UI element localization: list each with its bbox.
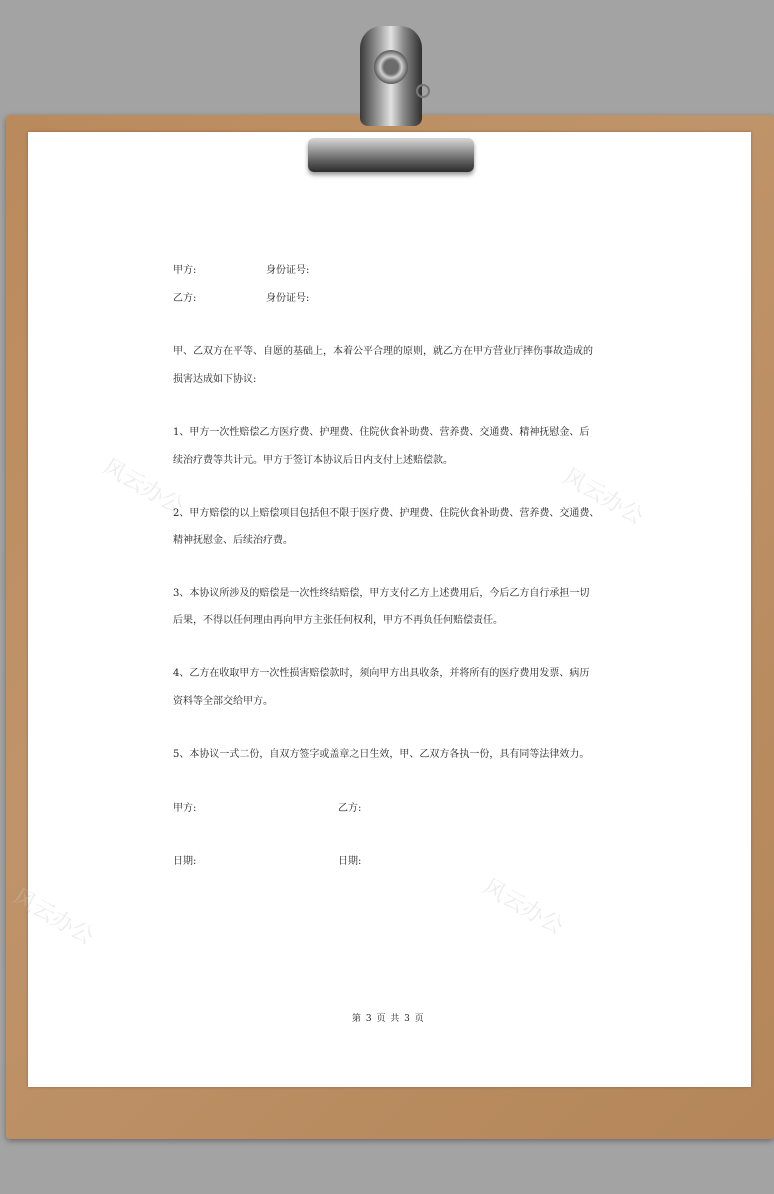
clause-3-line: 后果，不得以任何理由再向甲方主张任何权利，甲方不再负任何赔偿责任。 [173,615,503,626]
id-label-a: 身份证号: [266,265,310,276]
signature-b-label: 乙方: [338,803,362,814]
clause-3-line: 3、本协议所涉及的赔偿是一次性终结赔偿，甲方支付乙方上述费用后，今后乙方自行承担一切 [173,588,590,599]
clause-2-line: 精神抚慰金、后续治疗费。 [173,535,293,546]
clause-5-line: 5、本协议一式二份，自双方签字或盖章之日生效，甲、乙双方各执一份，具有同等法律效力。 [173,749,590,760]
signature-a-label: 甲方: [173,803,197,814]
document-page [28,132,751,1087]
clip-base [308,138,474,172]
intro-line: 甲、乙双方在平等、自愿的基础上，本着公平合理的原则，就乙方在甲方营业厅摔伤事故造成的 [173,346,593,357]
clause-4-line: 4、乙方在收取甲方一次性损害赔偿款时，须向甲方出具收条，并将所有的医疗费用发票、病历 [173,668,590,679]
party-b-label: 乙方: [173,293,197,304]
date-a-label: 日期: [173,856,197,867]
clause-2-line: 2、甲方赔偿的以上赔偿项目包括但不限于医疗费、护理费、住院伙食补助费、营养费、交通费、 [173,508,600,519]
clause-1-line: 1、甲方一次性赔偿乙方医疗费、护理费、住院伙食补助费、营养费、交通费、精神抚慰金、后 [173,427,590,438]
clause-4-line: 资料等全部交给甲方。 [173,696,273,707]
intro-line: 损害达成如下协议: [173,374,257,385]
watermark: 风云办公 [558,464,648,531]
clip-pin [416,84,430,98]
watermark: 风云办公 [478,874,568,941]
page-number: 第 3 页 共 3 页 [352,1014,425,1024]
party-a-label: 甲方: [173,265,197,276]
clip-hole [374,50,408,84]
id-label-b: 身份证号: [266,293,310,304]
clause-1-line: 续治疗费等共计元。甲方于签订本协议后日内支付上述赔偿款。 [173,455,453,466]
watermark: 风云办公 [98,454,188,521]
date-b-label: 日期: [338,856,362,867]
watermark: 风云办公 [8,884,98,951]
